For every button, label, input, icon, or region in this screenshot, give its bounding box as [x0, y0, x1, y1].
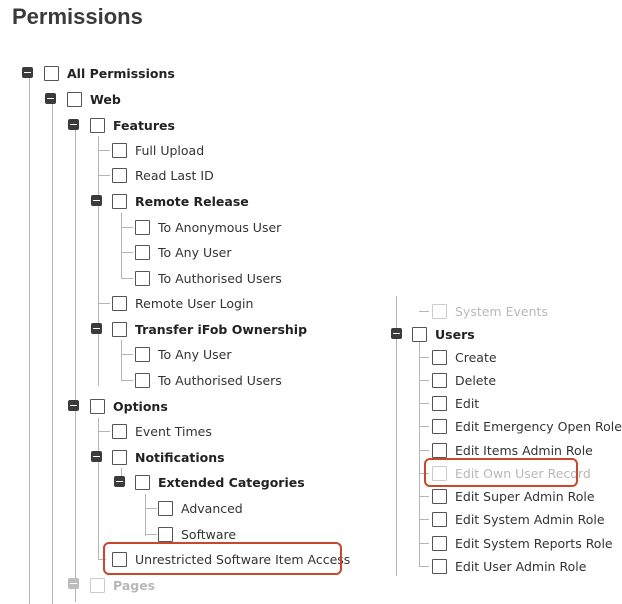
tree-node-label: Edit Items Admin Role — [455, 442, 593, 458]
permissions-tree-right — [382, 296, 622, 586]
tree-node-label: Edit Super Admin Role — [455, 488, 595, 504]
highlight-box — [103, 542, 342, 575]
tree-line — [98, 136, 99, 386]
tree-node-label: Edit System Reports Role — [455, 535, 613, 551]
tree-line — [121, 340, 122, 381]
checkbox-icon[interactable] — [44, 66, 59, 81]
tree-node-label: Read Last ID — [135, 167, 214, 183]
tree-line — [52, 100, 53, 604]
tree-line — [419, 380, 429, 381]
tree-line — [121, 354, 133, 355]
collapse-options-icon[interactable] — [68, 400, 79, 411]
collapse-transfer-ifob-icon[interactable] — [91, 323, 102, 334]
tree-node-label: To Authorised Users — [158, 270, 282, 286]
checkbox-icon[interactable] — [135, 373, 150, 388]
tree-node-label: Extended Categories — [158, 474, 305, 490]
tree-node-read-last-id — [112, 165, 214, 185]
checkbox-icon[interactable] — [135, 271, 150, 286]
checkbox-icon[interactable] — [432, 350, 447, 365]
collapse-pages-icon[interactable] — [68, 578, 79, 589]
tree-node-remote-release — [112, 191, 249, 211]
checkbox-icon[interactable] — [90, 118, 105, 133]
tree-line — [419, 566, 429, 567]
tree-node-label: Create — [455, 349, 497, 365]
checkbox-icon[interactable] — [432, 373, 447, 388]
checkbox-icon[interactable] — [135, 220, 150, 235]
tree-node-remote-user-login — [112, 293, 253, 313]
tree-node-edit-system-reports-role — [432, 533, 613, 553]
tree-node-label: To Any User — [158, 346, 232, 362]
checkbox-icon[interactable] — [135, 475, 150, 490]
highlight-box — [424, 458, 578, 487]
checkbox-icon[interactable] — [112, 296, 127, 311]
checkbox-icon[interactable] — [432, 536, 447, 551]
tree-node-label: Pages — [113, 577, 156, 593]
tree-node-transfer-to-authorised-users — [135, 370, 282, 390]
checkbox-icon[interactable] — [90, 399, 105, 414]
tree-node-extended-categories — [135, 472, 305, 492]
tree-node-label: Delete — [455, 372, 497, 388]
tree-line — [29, 74, 30, 604]
tree-node-label: Features — [113, 117, 175, 133]
tree-node-edit-emergency-open-role — [432, 416, 622, 436]
tree-node-label: To Anonymous User — [158, 219, 282, 235]
tree-line — [98, 303, 110, 304]
tree-line — [98, 175, 110, 176]
checkbox-icon[interactable] — [432, 419, 447, 434]
tree-node-label: To Any User — [158, 244, 232, 260]
checkbox-icon[interactable] — [432, 396, 447, 411]
tree-line — [121, 227, 133, 228]
tree-line — [145, 494, 146, 536]
checkbox-icon[interactable] — [67, 92, 82, 107]
tree-node-label: Remote Release — [135, 193, 249, 209]
tree-node-full-upload — [112, 140, 204, 160]
tree-node-label: Event Times — [135, 423, 212, 439]
tree-node-label: Edit Emergency Open Role — [455, 418, 622, 434]
checkbox-icon[interactable] — [158, 501, 173, 516]
tree-line — [419, 519, 429, 520]
tree-line — [75, 126, 76, 602]
tree-node-edit-user-admin-role — [432, 556, 586, 576]
tree-node-label: System Events — [455, 303, 548, 319]
checkbox-icon[interactable] — [112, 194, 127, 209]
permissions-tree-left — [0, 48, 351, 604]
tree-node-transfer-to-any-user — [135, 344, 231, 364]
tree-node-options — [90, 396, 168, 416]
tree-node-label: Users — [435, 326, 475, 342]
tree-node-to-anonymous-user — [135, 217, 281, 237]
tree-line — [419, 543, 429, 544]
checkbox-icon[interactable] — [135, 245, 150, 260]
checkbox-icon[interactable] — [432, 443, 447, 458]
tree-line — [121, 278, 133, 279]
tree-line — [121, 213, 122, 279]
checkbox-icon[interactable] — [412, 327, 427, 342]
collapse-users-icon[interactable] — [391, 328, 402, 339]
tree-node-notifications — [112, 447, 225, 467]
tree-line — [145, 508, 157, 509]
tree-node-to-any-user — [135, 242, 231, 262]
collapse-features-icon[interactable] — [68, 119, 79, 130]
tree-line — [419, 357, 429, 358]
checkbox-icon[interactable] — [112, 143, 127, 158]
collapse-extended-categories-icon[interactable] — [114, 476, 125, 487]
tree-node-label: To Authorised Users — [158, 372, 282, 388]
tree-node-system-events — [432, 301, 548, 321]
tree-node-software — [158, 524, 236, 544]
tree-node-label: Edit — [455, 395, 480, 411]
tree-line — [121, 380, 133, 381]
tree-node-label: Options — [113, 398, 168, 414]
tree-line — [419, 450, 429, 451]
checkbox-icon[interactable] — [432, 512, 447, 527]
tree-node-transfer-ifob-ownership — [112, 319, 307, 339]
checkbox-icon[interactable] — [432, 559, 447, 574]
tree-line — [98, 150, 110, 151]
checkbox-icon[interactable] — [112, 322, 127, 337]
tree-node-label: Notifications — [135, 449, 225, 465]
collapse-notifications-icon[interactable] — [91, 451, 102, 462]
tree-node-features — [90, 115, 175, 135]
collapse-remote-release-icon[interactable] — [91, 195, 102, 206]
tree-node-users — [412, 324, 475, 344]
checkbox-icon[interactable] — [90, 578, 105, 593]
checkbox-icon[interactable] — [432, 489, 447, 504]
tree-node-label: Edit Own User Record — [455, 465, 591, 481]
tree-node-edit-super-admin-role — [432, 486, 595, 506]
tree-node-label: Web — [90, 91, 121, 107]
tree-node-event-times — [112, 421, 212, 441]
tree-node-advanced — [158, 498, 243, 518]
tree-node-label: Advanced — [181, 500, 243, 516]
tree-node-all-permissions — [44, 63, 175, 83]
tree-node-label: Transfer iFob Ownership — [135, 321, 308, 337]
tree-line — [98, 431, 110, 432]
checkbox-icon[interactable] — [112, 450, 127, 465]
tree-node-label: Remote User Login — [135, 295, 254, 311]
tree-line — [419, 341, 420, 566]
checkbox-icon[interactable] — [158, 527, 173, 542]
tree-node-create — [432, 347, 497, 367]
collapse-web-icon[interactable] — [45, 93, 56, 104]
tree-node-label: Edit User Admin Role — [455, 558, 587, 574]
tree-line — [419, 496, 429, 497]
tree-node-edit — [432, 393, 479, 413]
checkbox-icon[interactable] — [112, 168, 127, 183]
tree-line — [145, 534, 157, 535]
checkbox-icon[interactable] — [112, 424, 127, 439]
tree-node-pages — [90, 575, 155, 595]
tree-node-label: Edit System Admin Role — [455, 511, 605, 527]
tree-node-label: Software — [181, 526, 237, 542]
tree-line — [419, 426, 429, 427]
tree-line — [98, 418, 99, 560]
tree-line — [121, 252, 133, 253]
tree-node-web — [67, 89, 121, 109]
tree-node-to-authorised-users — [135, 268, 282, 288]
tree-line — [419, 311, 429, 312]
tree-node-edit-items-admin-role — [432, 440, 593, 460]
checkbox-icon[interactable] — [135, 347, 150, 362]
tree-node-edit-system-admin-role — [432, 509, 605, 529]
tree-line — [419, 403, 429, 404]
tree-node-label: Unrestricted Software Item Access — [135, 551, 351, 567]
collapse-all-permissions-icon[interactable] — [22, 67, 33, 78]
tree-node-delete — [432, 370, 496, 390]
page-title: Permissions — [12, 4, 143, 29]
tree-node-label: All Permissions — [67, 65, 175, 81]
checkbox-icon[interactable] — [432, 304, 447, 319]
tree-node-label: Full Upload — [135, 142, 205, 158]
